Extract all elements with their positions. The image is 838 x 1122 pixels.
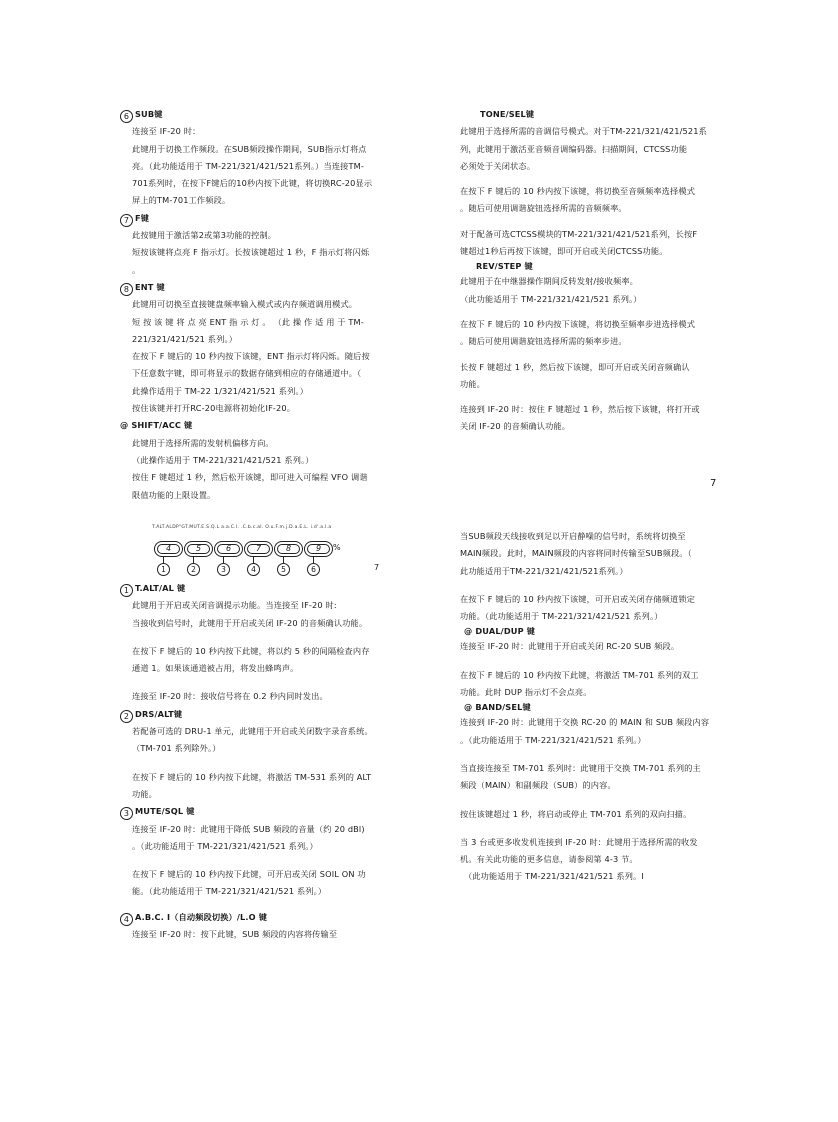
text-line: 在按下 F 键后的 10 秒内按下该键，可开启或关闭存储频道锁定 (460, 593, 696, 604)
keypad-figure (152, 525, 382, 585)
text-line: 此键用于选择所需的音调信号模式。对于TM-221/321/421/521系 (460, 126, 707, 137)
rev-key-heading: REV/STEP 键 (476, 261, 533, 272)
text-line: 连接至 IF-20 时：按下此键，SUB 频段的内容将传输至 (132, 929, 338, 940)
bottom-left-column (120, 580, 405, 943)
text-line: 此功能适用于TM-221/321/421/521系列。） (460, 565, 628, 576)
text-line: 在按下 F 键后的 10 秒内按下此键，将激活 TM-531 系列的 ALT (132, 771, 372, 782)
circled-number: 6 (120, 110, 133, 123)
leader-line (223, 556, 224, 563)
abc-key-body (120, 926, 405, 943)
text-line: 限值功能的上限设置。 (132, 489, 216, 500)
text-line: 频段（MAIN）和副频段（SUB）的内容。 (460, 780, 616, 791)
text-line: 此键用于在中继器操作期间反转发射/接收频率。 (460, 276, 638, 287)
shift-key-heading: @ SHIFT/ACC 键 (120, 420, 193, 431)
text-line: 亮。（此功能适用于 TM-221/321/421/521系列。）当连接TM- (132, 160, 364, 171)
text-line: 按住该键超过 1 秒，将启动或停止 TM-701 系列的双向扫描。 (460, 808, 692, 819)
callout-number: 1 (157, 563, 170, 576)
text-line: 在按下 F 键后的 10 秒内按下该键，将切换至频率步进选择模式 (460, 318, 696, 329)
mute-key-body (120, 821, 405, 901)
leader-line (253, 556, 254, 563)
circled-number: 7 (120, 214, 133, 227)
text-line: 此键用于开启或关闭音调提示功能。当连接至 IF-20 时: (132, 600, 337, 611)
key-7: 7 (244, 541, 273, 557)
text-line: （此功能适用于 TM-221/321/421/521 系列。I (464, 871, 644, 882)
text-line: 。随后可使用调谐旋钮选择所需的频率步进。 (460, 336, 627, 347)
ent-key-heading: 8 ENT 键 (120, 279, 400, 296)
circled-number: 3 (120, 807, 133, 820)
dual-key-heading: @ DUAL/DUP 键 (464, 626, 536, 637)
text-line: 连接至 IF-20 时：此键用于开启或关闭 RC-20 SUB 频段。 (460, 641, 680, 652)
text-line: 能。（此功能适用于 TM-221/321/421/521 系列。） (132, 886, 327, 897)
text-line: 功能。 (460, 378, 486, 389)
callout-number: 6 (307, 563, 320, 576)
bottom-right-column (460, 528, 725, 886)
text-line: 此键用于选择所需的发射机偏移方向。 (132, 437, 274, 448)
leader-line (283, 556, 284, 563)
text-line: 。（此功能适用于 TM-221/321/421/521 系列。） (460, 734, 646, 745)
text-line: 功能。 (132, 788, 158, 799)
top-right-column (460, 106, 725, 436)
keypad-labels: T.ALT.ALDP"GT.MUT.E.S.Q.L a.a.C.l. .C.b.c.al. O.u.F.m.j.D.a.E.L. i.d'.a.l.a (152, 525, 332, 530)
text-line: 此按键用于激活第2或第3功能的控制。 (132, 230, 277, 241)
tone-key-heading: TONE/SEL键 (480, 109, 535, 119)
circled-number: 8 (120, 283, 133, 296)
text-line: 短 按 该 键 将 点 亮 ENT 指 示 灯 。 （此 操 作 适 用 于 TM- (132, 316, 364, 327)
callout-number-side: 7 (374, 563, 380, 572)
text-line: 221/321/421/521 系列。） (132, 333, 238, 344)
text-line: 短按该键将点亮 F 指示灯。长按该键超过 1 秒，F 指示灯将闪烁 (132, 247, 370, 258)
page-number: 7 (710, 478, 717, 489)
callout-number: 3 (217, 563, 230, 576)
text-line: 按住 F 键超过 1 秒，然后松开该键，即可进入可编程 VFO 调谐 (132, 472, 368, 483)
text-line: 长按 F 键超过 1 秒，然后按下该键，即可开启或关闭音频确认 (460, 361, 690, 372)
callout-number: 4 (247, 563, 260, 576)
text-line: 连接至 IF-20 时：此键用于降低 SUB 频段的音量（约 20 dBl) (132, 823, 365, 834)
text-line: 列，此键用于激活亚音频音调编码器。扫描期间，CTCSS功能 (460, 143, 688, 154)
leader-line (163, 556, 164, 563)
text-line: 通道 1。如果该通道被占用，将发出蜂鸣声。 (132, 663, 299, 674)
text-line: 在按下 F 键后的 10 秒内按下此键，将激活 TM-701 系列的双工 (460, 669, 699, 680)
text-line: 必须处于关闭状态。 (460, 160, 536, 171)
text-line: 。（此功能适用于 TM-221/321/421/521 系列。） (132, 840, 318, 851)
drs-key-body (120, 723, 405, 803)
text-line: 当接收到信号时，此键用于开启或关闭 IF-20 的音频确认功能。 (132, 617, 368, 628)
leader-line (193, 556, 194, 563)
text-line: 701系列时，在按下F键后的10秒内按下此键，将切换RC-20显示 (132, 178, 373, 189)
text-line: 对于配备可选CTCSS模块的TM-221/321/421/521系列，长按F (460, 228, 698, 239)
band-key-heading: @ BAND/SEL键 (464, 702, 531, 713)
text-line: 连接至 IF-20 时： (132, 126, 201, 137)
text-line: 机。有关此功能的更多信息，请参阅第 4-3 节。 (460, 854, 638, 865)
text-line: 在按下 F 键后的 10 秒内按下此键，将以约 5 秒的间隔检查内存 (132, 645, 370, 656)
text-line: 若配备可选的 DRU-1 单元，此键用于开启或关闭数字录音系统。 (132, 726, 373, 737)
text-line: 在按下 F 键后的 10 秒内按下该键，将切换至音频频率选择模式 (460, 186, 696, 197)
text-line: 功能。（此功能适用于 TM-221/321/421/521 系列。） (460, 611, 663, 622)
mute-key-heading: 3 MUTE/SQL 键 (120, 803, 405, 820)
text-line: 当直接连接至 TM-701 系列时：此键用于交换 TM-701 系列的主 (460, 762, 701, 773)
leader-line (313, 556, 314, 563)
text-line: （此操作适用于 TM-221/321/421/521 系列。） (132, 454, 314, 465)
sub-key-body (120, 123, 400, 209)
ent-key-body (120, 296, 400, 417)
sub-key-heading: 6 SUB键 (120, 106, 400, 123)
key-4: 4 (154, 541, 183, 557)
key-9: 9 (304, 541, 333, 557)
callout-number: 2 (187, 563, 200, 576)
text-line: 当SUB频段天线接收到足以开启静噪的信号时，系统将切换至 (460, 531, 686, 541)
circled-number: 1 (120, 584, 133, 597)
text-line: 在按下 F 键后的 10 秒内按下该键，ENT 指示灯将闪烁。随后按 (132, 351, 370, 362)
text-line: 。 (132, 264, 141, 275)
text-line: 键超过1秒后再按下该键，即可开启或关闭CTCSS功能。 (460, 246, 668, 257)
shift-key-body (120, 435, 400, 504)
text-line: 连接至 IF-20 时：接收信号将在 0.2 秒内同时发出。 (132, 691, 328, 702)
percent-sign: % (333, 543, 341, 552)
text-line: 此操作适用于 TM-22 1/321/421/521 系列。） (132, 385, 309, 396)
top-left-column (120, 106, 400, 504)
text-line: 功能。此时 DUP 指示灯不会点亮。 (460, 687, 592, 698)
text-line: 此键用于切换工作频段。在SUB频段操作期间，SUB指示灯将点 (132, 143, 367, 154)
text-line: （TM-701 系列除外。） (132, 743, 221, 754)
text-line: MAIN频段。此时，MAIN频段的内容将同时传输至SUB频段。（ (460, 548, 692, 559)
text-line: 此键用可切换至直接键盘频率输入模式或内存频道调用模式。 (132, 299, 358, 310)
drs-key-heading: 2 DRS/ALT键 (120, 706, 405, 723)
key-8: 8 (274, 541, 303, 557)
text-line: 连接到 IF-20 时：此键用于交换 RC-20 的 MAIN 和 SUB 频段内容 (460, 717, 710, 728)
callout-number: 5 (277, 563, 290, 576)
text-line: 当 3 台或更多收发机连接到 IF-20 时：此键用于选择所需的收发 (460, 836, 698, 847)
text-line: 下任意数字键，即可将显示的数据存储到相应的存储通道中。（ (132, 368, 362, 379)
key-5: 5 (184, 541, 213, 557)
abc-key-heading: 4 A.B.C. I（自动频段切换）/L.O 键 (120, 909, 405, 926)
circled-number: 2 (120, 710, 133, 723)
text-line: 关闭 IF-20 的音频确认功能。 (460, 421, 571, 432)
talt-key-heading: 1 T.ALT/AL 键 (120, 580, 405, 597)
text-line: 。随后可使用调谐旋钮选择所需的音频频率。 (460, 203, 627, 214)
text-line: 在按下 F 键后的 10 秒内按下此键，可开启或关闭 SOIL ON 功 (132, 869, 366, 880)
talt-key-body (120, 597, 405, 705)
text-line: 屏上的TM-701工作频段。 (132, 195, 231, 206)
f-key-heading: 7 F键 (120, 210, 400, 227)
text-line: 按住该键并打开RC-20电源将初始化IF-20。 (132, 403, 296, 414)
text-line: 连接到 IF-20 时：按住 F 键超过 1 秒，然后按下该键，将打开或 (460, 404, 700, 415)
text-line: （此功能适用于 TM-221/321/421/521 系列。） (460, 293, 642, 304)
key-6: 6 (214, 541, 243, 557)
f-key-body (120, 227, 400, 279)
circled-number: 4 (120, 913, 133, 926)
